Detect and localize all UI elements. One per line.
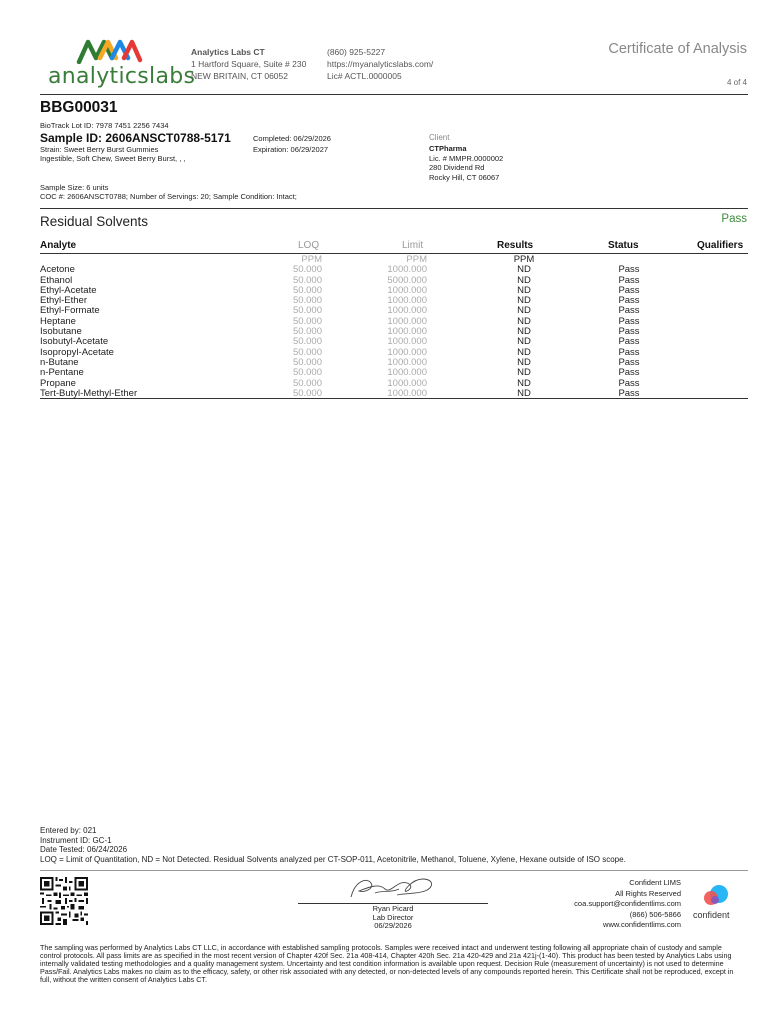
result-cell: ND	[517, 346, 531, 358]
client-address-1: 280 Dividend Rd	[429, 163, 485, 172]
limit-cell: 1000.000	[387, 264, 427, 276]
column-results	[500, 255, 548, 399]
limit-cell: 1000.000	[387, 346, 427, 358]
limit-cell: 1000.000	[387, 387, 427, 399]
lims-phone: (866) 506-5866	[629, 909, 681, 919]
table-header-divider	[40, 253, 748, 254]
lab-info	[191, 46, 306, 82]
analyte-cell: Acetone	[40, 264, 75, 276]
analyte-cell: Isobutane	[40, 326, 82, 338]
signature	[345, 873, 440, 903]
column-analyte	[40, 255, 280, 399]
date-tested: Date Tested: 06/24/2026	[40, 845, 128, 854]
analyte-cell: Heptane	[40, 315, 76, 327]
header-divider	[40, 94, 748, 95]
logo-text-main: analytics	[48, 64, 150, 89]
confident-logo-text: confident	[693, 910, 730, 920]
page-number: 4 of 4	[726, 78, 747, 87]
result-cell: ND	[517, 336, 531, 348]
status-cell: Pass	[618, 305, 640, 317]
logo-text-suffix: labs	[149, 64, 196, 89]
status-cell: Pass	[618, 264, 640, 276]
analyte-cell: Ethyl-Formate	[40, 305, 100, 317]
analyte-cell: Ethanol	[40, 274, 73, 286]
status-cell: Pass	[618, 367, 640, 379]
loq-cell: 50.000	[292, 274, 322, 286]
result-cell: ND	[517, 356, 531, 368]
loq-cell: 50.000	[292, 336, 322, 348]
analyte-cell: Ethyl-Acetate	[40, 284, 97, 296]
status-cell: Pass	[618, 387, 640, 399]
lims-name: Confident LIMS	[629, 878, 681, 887]
product-description: Ingestible, Soft Chew, Sweet Berry Burst, , ,	[40, 154, 186, 163]
lab-contact	[327, 46, 433, 82]
header-qualifiers: Qualifiers	[697, 240, 744, 251]
result-cell: ND	[517, 295, 531, 307]
disclaimer: The sampling was performed by Analytics Labs CT LLC, in accordance with established sampling protocols. Samples were received intact and underwent testing following all appropriate chain of custody and sample control protocols. All pass limits are as specified in the most recent version of Chapter 420f Sec. 21a 408-414, Chapter 420h Sec. 21a 420-429 and 21a 421j-(1-40). This product has been tested by Analytics Labs using internally validated testing methodologies and a quality management system. Uncertainty and test condition information is available upon request. Decision Rule (measurement of uncertainty) is not used to determine Pass/Fail. Analytics Labs makes no claim as to the efficacy, safety, or other risk associated with any detected, or non-detected levels of any compounds reported herein. This Certificate shall not be reproduced, except in full, without the written consent of Analytics Labs CT.	[40, 943, 734, 984]
entered-by: Entered by: 021	[40, 826, 97, 835]
header-loq: LOQ	[298, 240, 320, 251]
biotrack-lot-id: BioTrack Lot ID: 7978 7451 2256 7434	[40, 121, 169, 130]
analytics-labs-logo-text	[48, 64, 195, 89]
limit-cell: 1000.000	[387, 356, 427, 368]
unit-spacer	[40, 255, 280, 265]
status-cell: Pass	[618, 346, 640, 358]
limit-cell: 1000.000	[387, 284, 427, 296]
expiration-date: Expiration: 06/29/2027	[253, 145, 329, 154]
strain: Strain: Sweet Berry Burst Gummies	[40, 145, 159, 154]
status-cell: Pass	[618, 356, 640, 368]
document-title: Certificate of Analysis	[608, 41, 747, 57]
analyte-cell: Propane	[40, 377, 76, 389]
signer-block	[298, 905, 488, 931]
footer-divider	[40, 870, 748, 871]
lab-address-1: 1 Hartford Square, Suite # 230	[191, 59, 307, 69]
lab-name: Analytics Labs CT	[191, 47, 265, 57]
batch-id: BBG00031	[40, 99, 118, 116]
status-cell: Pass	[618, 295, 640, 307]
lab-website[interactable]: https://myanalyticslabs.com/	[327, 59, 434, 69]
status-cell: Pass	[618, 284, 640, 296]
header-status: Status	[608, 240, 639, 251]
loq-cell: 50.000	[292, 284, 322, 296]
limit-cell: 5000.000	[387, 274, 427, 286]
instrument-id: Instrument ID: GC-1	[40, 835, 112, 845]
loq-cell: 50.000	[292, 356, 322, 368]
lims-email[interactable]: coa.support@confidentlims.com	[574, 899, 681, 908]
section-status-pass: Pass	[721, 213, 747, 225]
limit-cell: 1000.000	[387, 326, 427, 338]
status-cell: Pass	[618, 274, 640, 286]
qr-code[interactable]	[40, 877, 88, 925]
analyte-cell: n-Butane	[40, 356, 79, 368]
analyte-cell: Ethyl-Ether	[40, 295, 87, 307]
sample-size: Sample Size: 6 units	[40, 183, 109, 192]
limit-cell: 1000.000	[387, 295, 427, 307]
loq-cell: 50.000	[292, 305, 322, 317]
analyte-cell: Isopropyl-Acetate	[40, 346, 114, 358]
sign-date: 06/29/2026	[374, 921, 412, 930]
signer-title: Lab Director	[372, 912, 414, 922]
status-cell: Pass	[618, 377, 640, 389]
result-cell: ND	[517, 367, 531, 379]
result-cell: ND	[517, 377, 531, 389]
result-cell: ND	[517, 264, 531, 276]
client-name: CTPharma	[429, 144, 467, 153]
loq-cell: 50.000	[292, 346, 322, 358]
analyte-cell: Isobutyl-Acetate	[40, 336, 109, 348]
result-cell: ND	[517, 305, 531, 317]
sample-id: Sample ID: 2606ANSCT0788-5171	[40, 131, 231, 145]
header-limit: Limit	[402, 240, 424, 251]
result-cell: ND	[517, 326, 531, 338]
status-cell: Pass	[618, 336, 640, 348]
loq-cell: 50.000	[292, 295, 322, 307]
section-title: Residual Solvents	[40, 214, 149, 229]
limit-cell: 1000.000	[387, 336, 427, 348]
result-cell: ND	[517, 315, 531, 327]
client-block	[429, 144, 503, 182]
client-label: Client	[429, 133, 450, 142]
result-cell: ND	[517, 274, 531, 286]
loq-cell: 50.000	[292, 377, 322, 389]
lims-rights: All Rights Reserved	[615, 888, 681, 898]
unit-limit: PPM	[406, 254, 427, 265]
header-analyte: Analyte	[40, 240, 77, 251]
analytics-labs-logo-mark	[76, 38, 146, 64]
lab-license: Lic# ACTL.0000005	[327, 71, 402, 81]
loq-cell: 50.000	[292, 326, 322, 338]
column-loq	[270, 255, 322, 399]
limit-cell: 1000.000	[387, 305, 427, 317]
unit-loq: PPM	[301, 254, 322, 265]
loq-cell: 50.000	[292, 387, 322, 399]
unit-results: PPM	[513, 254, 535, 265]
analyte-cell: n-Pentane	[40, 367, 84, 379]
client-license: Lic. # MMPR.0000002	[429, 153, 504, 163]
loq-cell: 50.000	[292, 367, 322, 379]
limit-cell: 1000.000	[387, 377, 427, 389]
limit-cell: 1000.000	[387, 315, 427, 327]
status-cell: Pass	[618, 315, 640, 327]
section-divider	[40, 208, 748, 209]
status-cell: Pass	[618, 326, 640, 338]
loq-cell: 50.000	[292, 315, 322, 327]
lims-info	[574, 878, 681, 931]
lab-address-2: NEW BRITAIN, CT 06052	[191, 71, 288, 81]
limit-cell: 1000.000	[387, 367, 427, 379]
loq-cell: 50.000	[292, 264, 322, 276]
completed-date: Completed: 06/29/2026	[253, 134, 331, 143]
column-status	[605, 255, 653, 399]
result-cell: ND	[517, 387, 531, 399]
result-cell: ND	[517, 284, 531, 296]
client-address-2: Rocky Hill, CT 06067	[429, 172, 500, 182]
footer-notes	[40, 826, 626, 864]
signer-name: Ryan Picard	[372, 904, 414, 913]
loq-note: LOQ = Limit of Quantitation, ND = Not Detected. Residual Solvents analyzed per CT-SOP-011, Acetonitrile, Methanol, Toluene, Xylene, Hexane outside of ISO scope.	[40, 854, 626, 864]
column-limit	[360, 255, 427, 399]
coc-info: COC #: 2606ANSCT0788; Number of Servings: 20; Sample Condition: Intact;	[40, 192, 297, 201]
lab-phone: (860) 925-5227	[327, 47, 386, 57]
table-bottom-divider	[40, 398, 748, 399]
header-results: Results	[497, 240, 534, 251]
lims-website[interactable]: www.confidentlims.com	[603, 920, 681, 929]
analyte-cell: Tert-Butyl-Methyl-Ether	[40, 387, 138, 399]
